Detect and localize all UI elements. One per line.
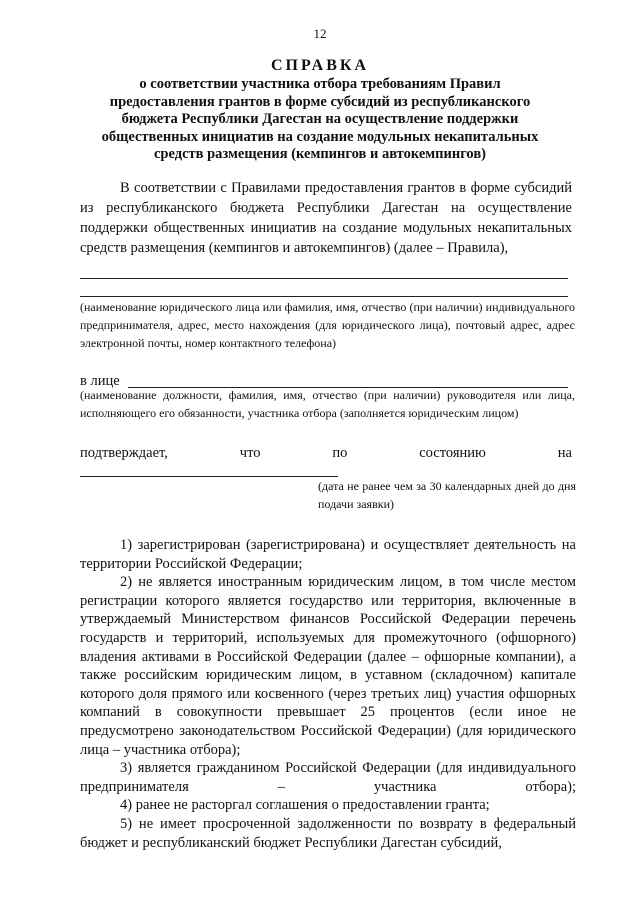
requirements-list [80, 536, 576, 852]
title-line-2: предоставления грантов в форме субсидий из республиканского [109, 93, 531, 110]
intro-paragraph: В соответствии с Правилами предоставления грантов в форме субсидий из республиканского бюджета Республики Дагестан на осуществление поддержки общественных инициатив на создание модульных некапитальных средств размещения (кемпингов и автокемпингов) (далее – Правила), [80, 180, 572, 256]
confirm-row [80, 445, 572, 462]
applicant-fill-line-2 [80, 296, 568, 297]
list-item: 1) зарегистрирован (зарегистрирована) и осуществляет деятельность на территории Российской Федерации; [80, 537, 576, 572]
confirm-word-5: на [557, 445, 572, 461]
confirm-word-4: состоянию [419, 445, 486, 461]
date-fill-line [80, 476, 338, 477]
applicant-caption: (наименование юридического лица или фамилия, имя, отчество (при наличии) индивидуального предпринимателя, адрес, место нахождения (для юридического лица), почтовый адрес, адрес электронной почты, номер контактного телефона) [80, 300, 575, 350]
title-line-5: средств размещения (кемпингов и автокемпингов) [154, 146, 486, 162]
list-item: 3) является гражданином Российской Федерации (для индивидуального предпринимателя – участника отбора); [80, 760, 576, 795]
representative-caption: (наименование должности, фамилия, имя, отчество (при наличии) руководителя или лица, исполняющего его обязанности, участника отбора (заполняется юридическим лицом) [80, 388, 575, 420]
title-line-1: о соответствии участника отбора требованиям Правил [139, 76, 501, 92]
confirm-word-1: подтверждает, [80, 445, 168, 461]
title-main: СПРАВКА [270, 57, 370, 74]
date-caption: (дата не ранее чем за 30 календарных дней до дня подачи заявки) [318, 479, 576, 511]
title-line-4: общественных инициатив на создание модульных некапитальных [101, 128, 539, 145]
list-item: 4) ранее не расторгал соглашения о предоставлении гранта; [120, 797, 490, 814]
page-number: 12 [313, 26, 327, 41]
title-line-3: бюджета Республики Дагестан на осуществление поддержки [121, 111, 519, 127]
in-person-label: в лице [80, 373, 120, 389]
applicant-fill-line-1 [80, 278, 568, 279]
confirm-word-3: по [332, 445, 348, 461]
list-item: 5) не имеет просроченной задолженности по возврату в федеральный бюджет и республиканский бюджет Республики Дагестан субсидий, [80, 815, 576, 851]
confirm-word-2: что [239, 445, 261, 461]
list-item: 2) не является иностранным юридическим лицом, в том числе местом регистрации которого является государство или территория, включенные в утверждаемый Министерством финансов Российской Федерации перечень государств и территорий, используемых для промежуточного (офшорного) владения активами в Российской Федерации (далее – офшорные компании), а также российским юридическим лицом, в уставном (складочном) капитале которого доля прямого или косвенного (через третьих лиц) участия офшорных компаний в совокупности превышает 25 процентов (если иное не предусмотрено законодательством Российской Федерации) (для юридического лица – участника отбора); [80, 574, 576, 758]
document-title [60, 56, 580, 164]
